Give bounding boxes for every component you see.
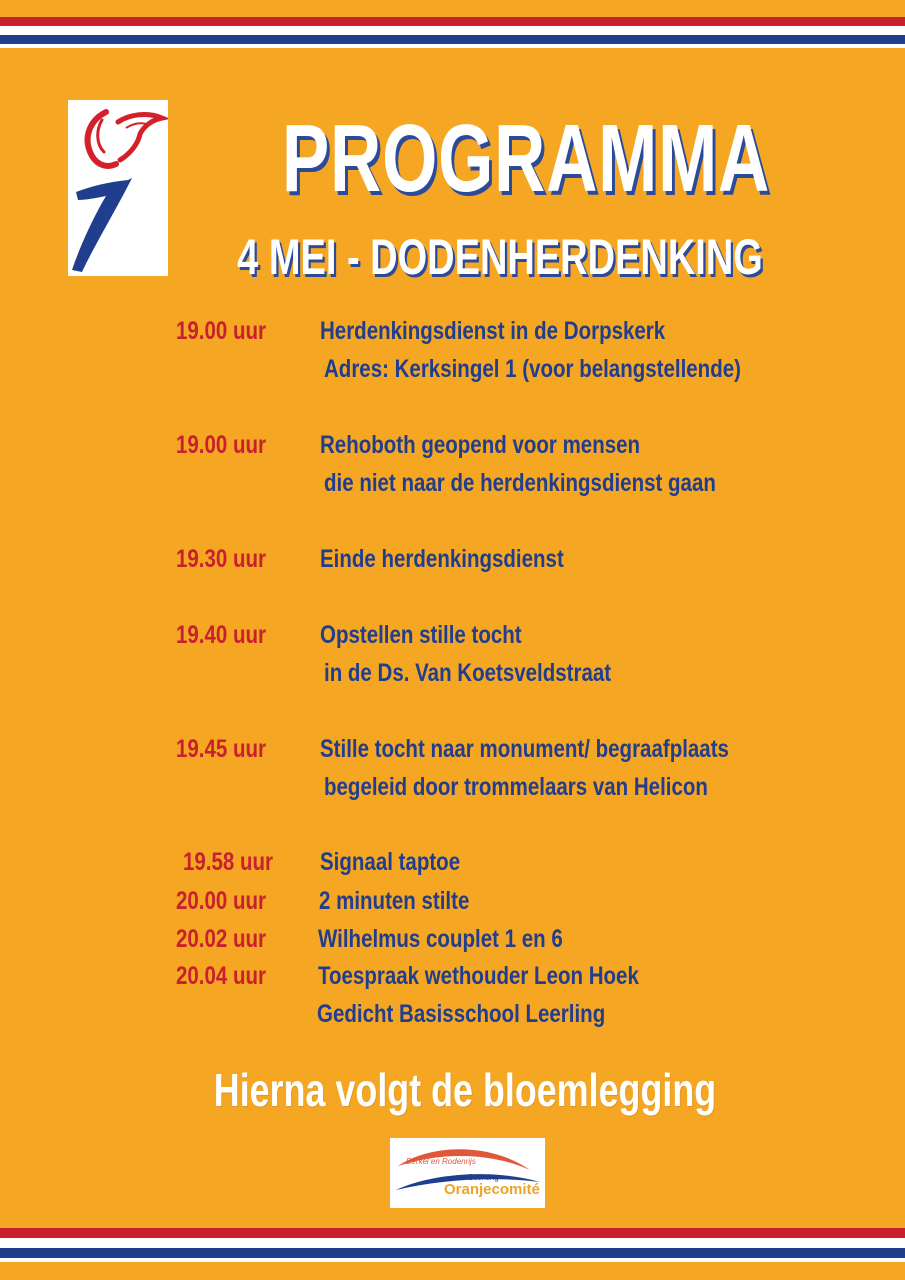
schedule-text: 2 minuten stilte <box>319 887 470 915</box>
bottom-stripe-red <box>0 1228 905 1238</box>
torch-logo <box>68 100 168 276</box>
schedule-text: Stille tocht naar monument/ begraafplaats <box>320 735 729 763</box>
schedule-text: Gedicht Basisschool Leerling <box>317 1000 606 1028</box>
schedule-item <box>0 886 905 926</box>
schedule-item <box>0 961 905 1028</box>
bottom-stripe-white <box>0 1238 905 1248</box>
bottom-stripe-white-2 <box>0 1258 905 1262</box>
schedule-item <box>0 924 905 964</box>
schedule-item <box>0 620 905 687</box>
top-stripe-red <box>0 17 905 26</box>
schedule-text: Signaal taptoe <box>320 848 461 876</box>
schedule-time: 19.40 uur <box>176 621 267 649</box>
bottom-stripe-blue <box>0 1248 905 1258</box>
footer-logo-line1: Berkel en Rodenrijs <box>406 1157 476 1166</box>
schedule-text: Einde herdenkingsdienst <box>320 545 564 573</box>
page-subtitle: 4 MEI - DODENHERDENKING <box>237 229 763 285</box>
schedule-time: 19.00 uur <box>176 431 267 459</box>
schedule-text: Rehoboth geopend voor mensen <box>320 431 641 459</box>
schedule-text: begeleid door trommelaars van Helicon <box>324 773 708 801</box>
schedule-text: Adres: Kerksingel 1 (voor belangstellende) <box>324 355 741 383</box>
oranjecomite-logo <box>390 1138 545 1208</box>
top-stripe-white-2 <box>0 44 905 48</box>
schedule-time: 19.30 uur <box>176 545 267 573</box>
schedule-time: 19.00 uur <box>176 317 267 345</box>
schedule-item <box>0 544 905 584</box>
schedule-item <box>0 430 905 497</box>
schedule-text: in de Ds. Van Koetsveldstraat <box>324 659 612 687</box>
schedule-time: 19.45 uur <box>176 735 267 763</box>
schedule-text: Opstellen stille tocht <box>320 621 522 649</box>
schedule-time: 20.00 uur <box>176 887 267 915</box>
schedule-time: 19.58 uur <box>183 848 274 876</box>
top-stripe-blue <box>0 35 905 44</box>
footer-logo-line2: Stichting <box>468 1173 499 1182</box>
closing-text: Hierna volgt de bloemlegging <box>213 1064 717 1116</box>
torch-flame-icon <box>68 100 168 276</box>
schedule-text: Toespraak wethouder Leon Hoek <box>318 962 639 990</box>
top-stripe-white <box>0 26 905 35</box>
schedule-text: die niet naar de herdenkingsdienst gaan <box>324 469 716 497</box>
schedule-time: 20.04 uur <box>176 962 267 990</box>
page-title: PROGRAMMA <box>281 105 771 212</box>
schedule-text: Wilhelmus couplet 1 en 6 <box>318 925 563 953</box>
footer-logo-line3: Oranjecomité <box>444 1181 540 1198</box>
schedule-item <box>0 734 905 801</box>
schedule-item <box>0 316 905 383</box>
schedule-text: Herdenkingsdienst in de Dorpskerk <box>320 317 666 345</box>
schedule-time: 20.02 uur <box>176 925 267 953</box>
schedule-item <box>0 847 905 887</box>
